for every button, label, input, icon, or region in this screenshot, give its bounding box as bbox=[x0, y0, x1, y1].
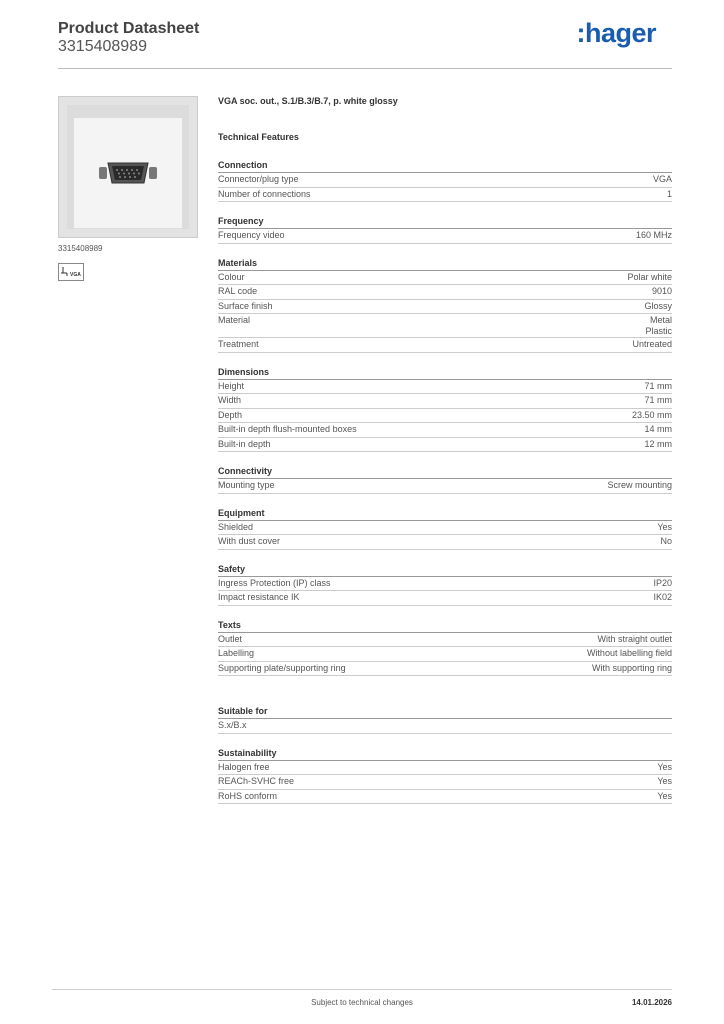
spec-label: S.x/B.x bbox=[218, 720, 247, 730]
spec-row bbox=[218, 647, 672, 662]
spec-row bbox=[218, 188, 672, 203]
spec-value bbox=[660, 536, 672, 547]
product-name: VGA soc. out., S.1/B.3/B.7, p. white glossy bbox=[218, 96, 398, 106]
spec-row bbox=[218, 790, 672, 805]
spec-value-line: Metal bbox=[649, 315, 672, 325]
header-divider bbox=[58, 68, 672, 69]
spec-label: Labelling bbox=[218, 648, 255, 658]
spec-label: Supporting plate/supporting ring bbox=[218, 662, 346, 673]
spec-value bbox=[667, 189, 672, 200]
spec-label: Halogen free bbox=[218, 761, 270, 772]
spec-label: Mounting type bbox=[218, 480, 275, 490]
section-title: Texts bbox=[218, 620, 672, 633]
spec-label: Surface finish bbox=[218, 300, 273, 311]
vga-socket-icon bbox=[99, 161, 157, 185]
spec-label: Connector/plug type bbox=[218, 174, 299, 184]
spec-value bbox=[597, 634, 672, 645]
spec-section bbox=[218, 706, 672, 734]
spec-row bbox=[218, 633, 672, 648]
vga-symbol-label: VGA bbox=[70, 272, 81, 278]
spec-row bbox=[218, 394, 672, 409]
spec-row bbox=[218, 775, 672, 790]
spec-label: Built-in depth bbox=[218, 438, 271, 449]
spec-label: Number of connections bbox=[218, 188, 311, 199]
spec-value-line: Untreated bbox=[632, 339, 672, 349]
spec-sections bbox=[218, 160, 672, 804]
spec-label: REACh-SVHC free bbox=[218, 776, 295, 786]
image-caption: 3315408989 bbox=[58, 244, 103, 253]
spec-section bbox=[218, 620, 672, 677]
spec-row bbox=[218, 285, 672, 300]
spec-value-line: Glossy bbox=[644, 300, 672, 311]
footer-divider bbox=[52, 989, 672, 990]
spec-value-line: 1 bbox=[666, 188, 672, 199]
spec-label: Depth bbox=[218, 409, 243, 420]
spec-value bbox=[644, 395, 672, 406]
spec-value-line: Plastic bbox=[645, 326, 672, 336]
spec-row bbox=[218, 314, 672, 338]
spec-value bbox=[657, 762, 672, 773]
spec-value-line: 23.50 mm bbox=[631, 409, 672, 420]
spec-label: Impact resistance IK bbox=[218, 592, 300, 602]
section-title: Sustainability bbox=[218, 748, 672, 761]
spec-value-line: VGA bbox=[652, 174, 672, 184]
spec-row bbox=[218, 719, 672, 734]
section-title: Equipment bbox=[218, 508, 672, 521]
footer-note: Subject to technical changes bbox=[311, 998, 413, 1007]
page-title: Product Datasheet bbox=[58, 20, 200, 37]
spec-value-line: Screw mounting bbox=[607, 480, 672, 490]
spec-label: Colour bbox=[218, 271, 245, 282]
spec-value-line: With straight outlet bbox=[597, 633, 672, 644]
section-title: Safety bbox=[218, 564, 672, 577]
spec-label: Height bbox=[218, 380, 245, 391]
spec-row bbox=[218, 423, 672, 438]
spec-value bbox=[652, 286, 672, 297]
spec-value-line: Yes bbox=[657, 761, 672, 772]
spec-value-line: No bbox=[660, 536, 672, 546]
spec-row bbox=[218, 521, 672, 536]
section-title: Suitable for bbox=[218, 706, 672, 719]
spec-value bbox=[653, 592, 672, 603]
spec-section bbox=[218, 367, 672, 453]
section-title: Connectivity bbox=[218, 466, 672, 479]
spec-label: With dust cover bbox=[218, 536, 281, 546]
spec-label: Treatment bbox=[218, 339, 259, 349]
spec-column bbox=[218, 96, 672, 804]
spec-section bbox=[218, 466, 672, 494]
spec-value bbox=[592, 663, 672, 674]
spec-value-line: 9010 bbox=[651, 286, 672, 296]
spec-section bbox=[218, 564, 672, 606]
technical-features-heading: Technical Features bbox=[218, 132, 299, 142]
spec-value-line: IK02 bbox=[653, 592, 672, 602]
spec-value-line: Yes bbox=[657, 521, 672, 532]
spec-value bbox=[653, 578, 672, 589]
spec-label: Outlet bbox=[218, 633, 243, 644]
spec-section bbox=[218, 748, 672, 805]
vga-symbol-icon bbox=[58, 263, 84, 281]
article-number: 3315408989 bbox=[58, 38, 147, 55]
spec-value-line: Yes bbox=[657, 790, 672, 801]
spec-label: RAL code bbox=[218, 286, 258, 296]
spec-row bbox=[218, 535, 672, 550]
spec-value-line: IP20 bbox=[653, 577, 672, 588]
spec-row bbox=[218, 409, 672, 424]
spec-label: Built-in depth flush-mounted boxes bbox=[218, 424, 357, 434]
spec-row bbox=[218, 591, 672, 606]
spec-value-line: With supporting ring bbox=[591, 662, 672, 673]
spec-value bbox=[632, 339, 672, 350]
product-image-column bbox=[58, 96, 198, 281]
spec-value-line: 12 mm bbox=[644, 438, 672, 449]
spec-value bbox=[607, 480, 672, 491]
spec-value-line: Yes bbox=[657, 776, 672, 786]
footer-date: 14.01.2026 bbox=[631, 998, 672, 1007]
spec-row bbox=[218, 338, 672, 353]
spec-row bbox=[218, 300, 672, 315]
page-header bbox=[58, 20, 672, 70]
spec-section bbox=[218, 508, 672, 550]
spec-value-line: 14 mm bbox=[644, 424, 672, 434]
section-title: Materials bbox=[218, 258, 672, 271]
spec-value-line: 71 mm bbox=[644, 395, 672, 405]
spec-row bbox=[218, 761, 672, 776]
product-image bbox=[58, 96, 198, 238]
spec-section bbox=[218, 216, 672, 244]
section-title: Connection bbox=[218, 160, 672, 173]
spec-value bbox=[644, 381, 672, 392]
spec-label: Ingress Protection (IP) class bbox=[218, 577, 331, 588]
spec-label: Shielded bbox=[218, 521, 254, 532]
spec-value-line: Polar white bbox=[627, 271, 672, 282]
spec-value-line: Without labelling field bbox=[586, 648, 672, 658]
spec-value bbox=[627, 272, 672, 283]
spec-value-line: 160 MHz bbox=[635, 230, 672, 240]
spec-section bbox=[218, 160, 672, 202]
section-title: Dimensions bbox=[218, 367, 672, 380]
spec-row bbox=[218, 479, 672, 494]
hager-logo: :hager bbox=[576, 18, 656, 48]
section-title: Frequency bbox=[218, 216, 672, 229]
spec-value bbox=[644, 301, 672, 312]
spec-value bbox=[632, 410, 672, 421]
spec-value bbox=[657, 776, 672, 787]
spec-row bbox=[218, 229, 672, 244]
spec-value bbox=[657, 791, 672, 802]
spec-label: Frequency video bbox=[218, 230, 285, 240]
spec-value bbox=[653, 174, 672, 185]
spec-row bbox=[218, 662, 672, 677]
spec-value bbox=[645, 315, 672, 337]
spec-section bbox=[218, 258, 672, 353]
spec-label: Width bbox=[218, 395, 242, 405]
spec-row bbox=[218, 577, 672, 592]
spec-value bbox=[636, 230, 672, 241]
spec-row bbox=[218, 271, 672, 286]
spec-value bbox=[644, 439, 672, 450]
spec-row bbox=[218, 173, 672, 188]
spec-value bbox=[644, 424, 672, 435]
spec-label: RoHS conform bbox=[218, 790, 278, 801]
spec-label: Material bbox=[218, 315, 251, 325]
spec-row bbox=[218, 380, 672, 395]
spec-value bbox=[657, 522, 672, 533]
spec-row bbox=[218, 438, 672, 453]
spec-value bbox=[587, 648, 672, 659]
spec-value-line: 71 mm bbox=[644, 380, 672, 391]
